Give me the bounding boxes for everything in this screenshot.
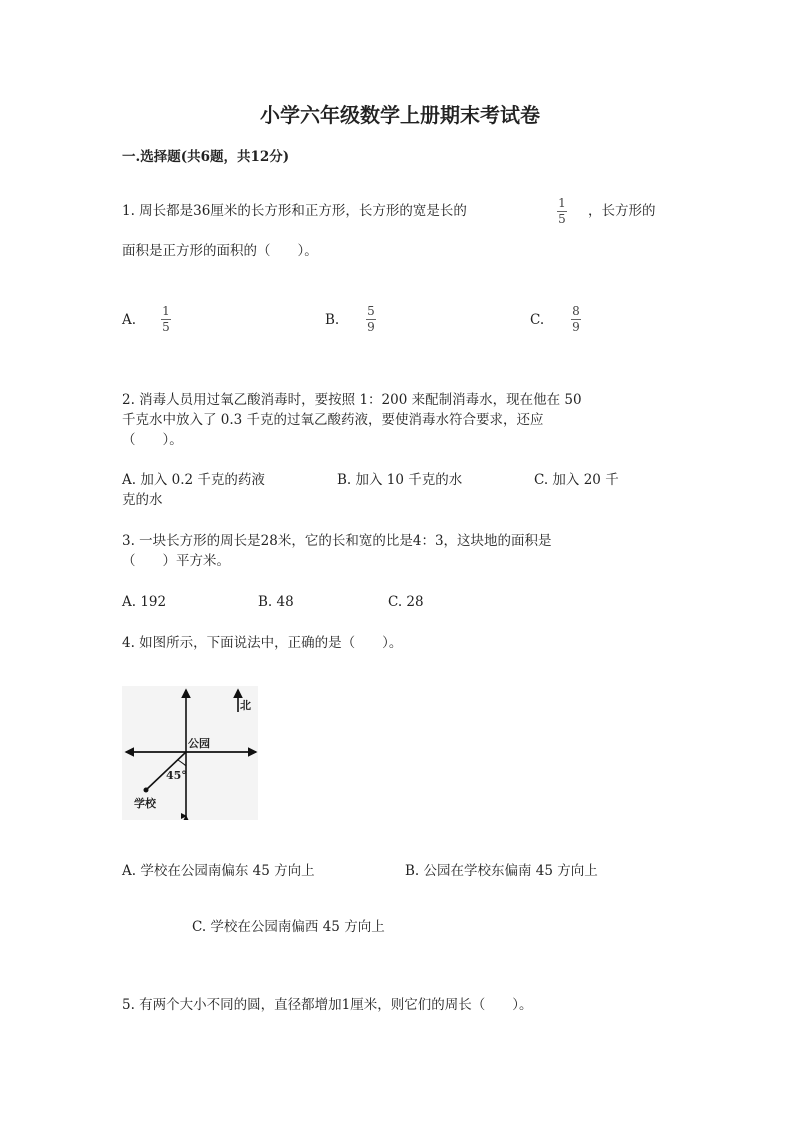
q3-text-line1: 3. 一块长方形的周长是28米，它的长和宽的比是4：3，这块地的面积是 bbox=[122, 533, 552, 549]
q1-fraction bbox=[557, 197, 567, 226]
q3-option-b: B. 48 bbox=[258, 594, 294, 610]
section-heading: 一.选择题(共6题，共12分) bbox=[122, 149, 290, 165]
q1-option-c: C. bbox=[530, 312, 545, 328]
q4-option-c: C. 学校在公园南偏西 45 方向上 bbox=[192, 919, 385, 935]
q2-text-line3: （ ）。 bbox=[122, 432, 183, 448]
q4-option-b: B. 公园在学校东偏南 45 方向上 bbox=[405, 863, 598, 879]
school-label: 学校 bbox=[134, 797, 156, 810]
q4-option-a: A. 学校在公园南偏东 45 方向上 bbox=[122, 863, 315, 879]
angle-label: 45° bbox=[166, 769, 187, 782]
page-title: 小学六年级数学上册期末考试卷 bbox=[260, 103, 540, 127]
direction-diagram bbox=[122, 686, 258, 820]
q1-option-b: B. bbox=[325, 312, 340, 328]
q3-option-c: C. 28 bbox=[388, 594, 424, 610]
numerator: 1 bbox=[162, 304, 170, 318]
park-label: 公园 bbox=[188, 737, 210, 750]
q1-text: 1. 周长都是36厘米的长方形和正方形，长方形的宽是长的 bbox=[122, 203, 467, 219]
q5-text: 5. 有两个大小不同的圆，直径都增加1厘米，则它们的周长（ ）。 bbox=[122, 997, 533, 1013]
numerator: 1 bbox=[558, 196, 566, 210]
q1-text-line2: 面积是正方形的面积的（ ）。 bbox=[122, 243, 318, 259]
q3-text-line2: （ ）平方米。 bbox=[122, 553, 230, 569]
q1-option-c-fraction bbox=[571, 305, 581, 334]
q3-option-a: A. 192 bbox=[122, 594, 167, 610]
north-label: 北 bbox=[240, 699, 251, 712]
denominator: 5 bbox=[162, 320, 170, 334]
q1-option-a-fraction bbox=[161, 305, 171, 334]
denominator: 5 bbox=[558, 212, 566, 226]
q2-option-c: C. 加入 20 千 bbox=[534, 472, 619, 488]
school-point bbox=[144, 788, 149, 793]
q2-option-a: A. 加入 0.2 千克的药液 bbox=[122, 472, 265, 488]
q2-option-b: B. 加入 10 千克的水 bbox=[337, 472, 463, 488]
q4-text: 4. 如图所示，下面说法中，正确的是（ ）。 bbox=[122, 635, 403, 651]
numerator: 5 bbox=[367, 304, 375, 318]
denominator: 9 bbox=[572, 320, 580, 334]
q1-text-end: ，长方形的 bbox=[588, 203, 656, 219]
q2-text-line1: 2. 消毒人员用过氧乙酸消毒时，要按照 1：200 来配制消毒水，现在他在 50 bbox=[122, 392, 582, 408]
q1-option-a: A. bbox=[122, 312, 137, 328]
q1-option-b-fraction bbox=[366, 305, 376, 334]
denominator: 9 bbox=[367, 320, 375, 334]
q2-text-line2: 千克水中放入了 0.3 千克的过氧乙酸药液，要使消毒水符合要求，还应 bbox=[122, 412, 544, 428]
q2-option-c-wrap: 克的水 bbox=[122, 492, 163, 508]
numerator: 8 bbox=[572, 304, 580, 318]
